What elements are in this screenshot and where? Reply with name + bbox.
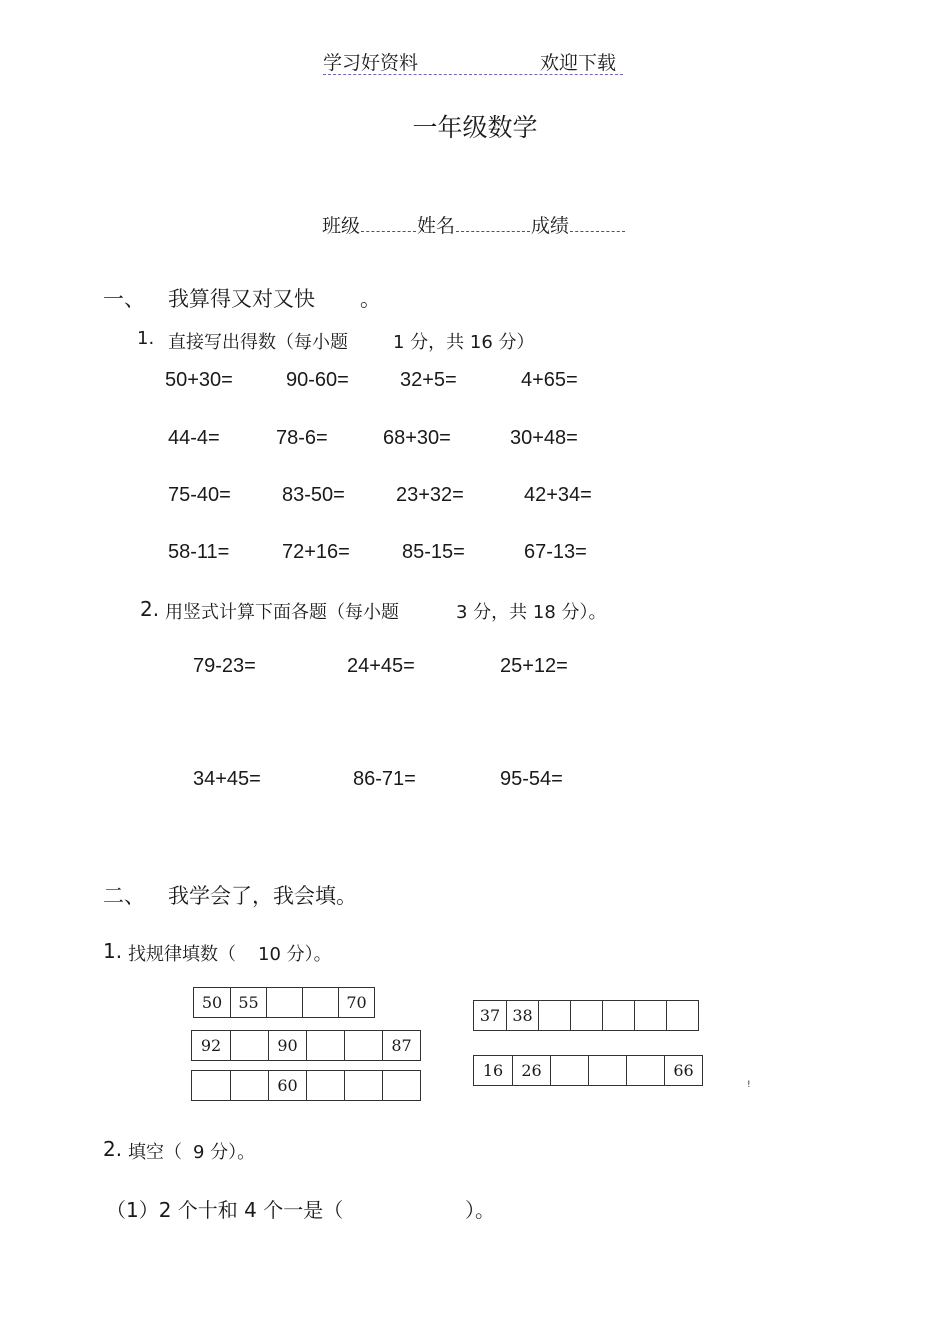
problem: 83-50= (282, 484, 345, 506)
sequence-cell: 38 (506, 1001, 538, 1030)
part1-label: 1. (137, 328, 155, 349)
problem: 67-13= (524, 541, 587, 563)
sequence-blank-cell[interactable] (192, 1071, 230, 1100)
number-sequence-row (473, 1055, 703, 1086)
sequence-blank-cell[interactable] (344, 1031, 382, 1060)
sequence-blank-cell[interactable] (550, 1056, 588, 1085)
number-sequence-row (191, 1030, 421, 1061)
number-sequence-row (191, 1070, 421, 1101)
number-sequence-row (473, 1000, 699, 1031)
part2-instruction: 用竖式计算下面各题（每小题 (165, 602, 399, 623)
problem: 24+45= (347, 655, 415, 677)
sequence-blank-cell[interactable] (626, 1056, 664, 1085)
s2-part1-instruction: 找规律填数（ (128, 944, 236, 965)
sequence-blank-cell[interactable] (538, 1001, 570, 1030)
student-info-line (322, 211, 626, 238)
problem: 23+32= (396, 484, 464, 506)
name-label: 姓名 (417, 215, 456, 237)
part1-score: 1 分，共 16 分） (393, 332, 535, 353)
score-label: 成绩 (531, 215, 570, 237)
problem: 44-4= (168, 427, 220, 449)
score-blank[interactable] (570, 231, 625, 232)
class-label: 班级 (322, 215, 361, 237)
problem: 95-54= (500, 768, 563, 790)
problem: 32+5= (400, 369, 457, 391)
section2-heading: 我学会了，我会填。 (168, 884, 357, 908)
part2-score: 3 分，共 18 分）。 (456, 602, 607, 623)
problem: 90-60= (286, 369, 349, 391)
sequence-blank-cell[interactable] (230, 1071, 268, 1100)
header-left-text: 学习好资料 (323, 52, 419, 74)
header-right-text: 欢迎下载 (540, 52, 617, 74)
sequence-blank-cell[interactable] (266, 988, 302, 1017)
problem: 85-15= (402, 541, 465, 563)
s2-part1-score: 10 分）。 (258, 944, 332, 965)
fill-question-1: （1）2 个十和 4 个一是（ (106, 1198, 344, 1222)
sequence-cell: 55 (230, 988, 266, 1017)
name-blank[interactable] (456, 231, 530, 232)
sequence-blank-cell[interactable] (302, 988, 338, 1017)
class-blank[interactable] (361, 231, 416, 232)
sequence-cell: 60 (268, 1071, 306, 1100)
problem: 75-40= (168, 484, 231, 506)
section1-heading: 我算得又对又快 (168, 287, 315, 311)
sequence-blank-cell[interactable] (306, 1031, 344, 1060)
section1-number: 一、 (103, 287, 145, 311)
sequence-cell: 90 (268, 1031, 306, 1060)
sequence-blank-cell[interactable] (570, 1001, 602, 1030)
sequence-cell: 87 (382, 1031, 420, 1060)
problem: 72+16= (282, 541, 350, 563)
sequence-cell: 70 (338, 988, 374, 1017)
problem: 34+45= (193, 768, 261, 790)
page-title: 一年级数学 (412, 113, 538, 142)
problem: 79-23= (193, 655, 256, 677)
section1-heading-end: 。 (360, 287, 381, 311)
part2-label: 2. (140, 597, 160, 621)
sequence-cell: 66 (664, 1056, 702, 1085)
problem: 68+30= (383, 427, 451, 449)
sequence-blank-cell[interactable] (306, 1071, 344, 1100)
number-sequence-row (193, 987, 375, 1018)
problem: 25+12= (500, 655, 568, 677)
s2-part2-score: 9 分）。 (193, 1142, 256, 1163)
sequence-blank-cell[interactable] (666, 1001, 698, 1030)
s2-part1-label: 1. (103, 939, 123, 963)
part1-instruction: 直接写出得数（每小题 (168, 332, 348, 353)
problem: 30+48= (510, 427, 578, 449)
sequence-blank-cell[interactable] (230, 1031, 268, 1060)
sequence-cell: 16 (482, 1061, 504, 1080)
sequence-cell: 92 (200, 1036, 222, 1055)
s2-part2-instruction: 填空（ (128, 1142, 182, 1163)
header-divider (323, 74, 623, 75)
section2-number: 二、 (103, 884, 145, 908)
sequence-blank-cell[interactable] (382, 1071, 420, 1100)
sequence-blank-cell[interactable] (602, 1001, 634, 1030)
problem: 78-6= (276, 427, 328, 449)
sequence-blank-cell[interactable] (344, 1071, 382, 1100)
sequence-cell: 26 (512, 1056, 550, 1085)
problem: 58-11= (168, 541, 230, 563)
problem: 42+34= (524, 484, 592, 506)
fill-question-1-end: ）。 (465, 1198, 495, 1222)
problem: 50+30= (165, 369, 233, 391)
sequence-blank-cell[interactable] (634, 1001, 666, 1030)
problem: 4+65= (521, 369, 578, 391)
sequence-blank-cell[interactable] (588, 1056, 626, 1085)
stray-mark: ! (747, 1080, 751, 1090)
s2-part2-label: 2. (103, 1137, 123, 1161)
problem: 86-71= (353, 768, 416, 790)
sequence-cell: 50 (201, 993, 223, 1012)
sequence-cell: 37 (479, 1006, 501, 1025)
